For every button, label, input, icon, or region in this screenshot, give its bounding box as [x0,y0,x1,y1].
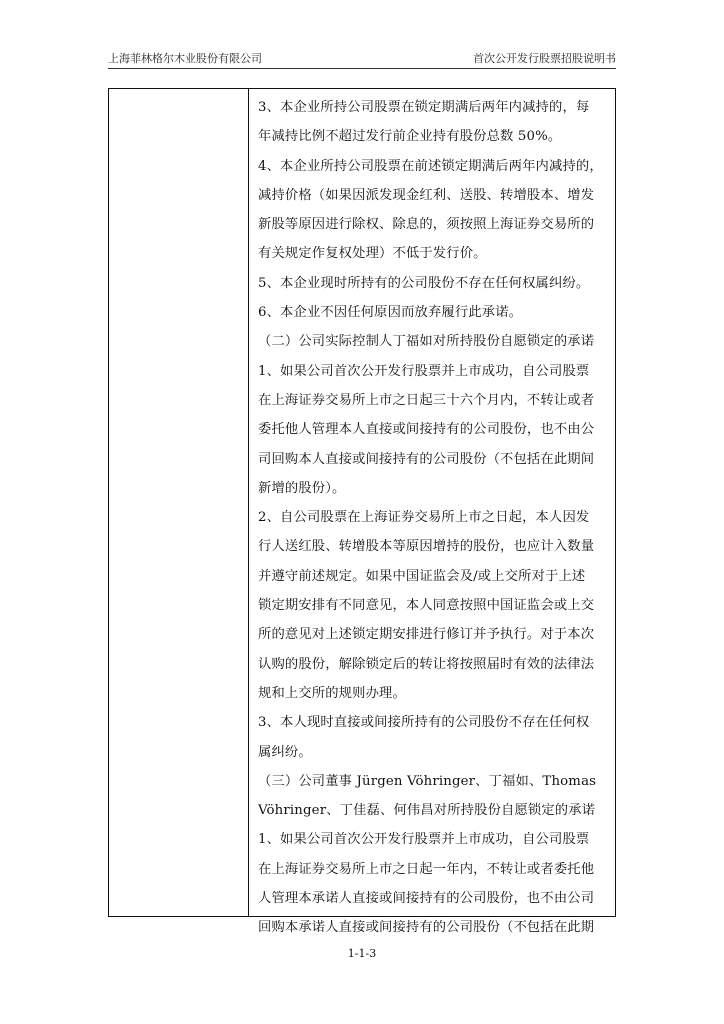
text-line: 新增的股份）。 [258,480,346,496]
page-header [108,50,616,66]
text-line: 认购的股份，解除锁定后的转让将按照届时有效的法律法 [258,656,595,672]
text-line: （二）公司实际控制人丁福如对所持股份自愿锁定的承诺 [258,334,595,350]
text-line: 年减持比例不超过发行前企业持有股份总数 50%。 [258,129,562,145]
text-line: 在上海证券交易所上市之日起一年内，不转让或者委托他 [258,861,595,877]
document-title: 首次公开发行股票招股说明书 [473,52,616,65]
text-line: 司回购本人直接或间接持有的公司股份（不包括在此期间 [258,451,595,467]
text-line: 4、本企业所持公司股票在前述锁定期满后两年内减持的， [258,158,603,174]
text-line: 1、如果公司首次公开发行股票并上市成功，自公司股票 [258,832,590,848]
commitment-text [258,93,612,943]
text-line: 委托他人管理本人直接或间接持有的公司股份，也不由公 [258,422,595,438]
text-line: 1、如果公司首次公开发行股票并上市成功，自公司股票 [258,363,590,379]
text-line: 行人送红股、转增股本等原因增持的股份，也应计入数量 [258,539,595,555]
commitment-table [108,88,616,936]
text-line: 回购本承诺人直接或间接持有的公司股份（不包括在此期 [258,920,595,936]
text-line: 并遵守前述规定。如果中国证监会及/或上交所对于上述 [258,568,586,584]
text-line: 减持价格（如果因派发现金红利、送股、转增股本、增发 [258,187,595,203]
header-rule [108,68,616,69]
text-line: 6、本企业不因任何原因而放弃履行此承诺。 [258,305,523,321]
column-divider [248,89,249,916]
page-number: 1-1-3 [347,947,377,960]
text-line: 人管理本承诺人直接或间接持有的公司股份，也不由公司 [258,891,595,907]
text-line: 5、本企业现时所持有的公司股份不存在任何权属纠纷。 [258,275,590,291]
company-name: 上海菲林格尔木业股份有限公司 [108,52,262,65]
text-line: 所的意见对上述锁定期安排进行修订并予执行。对于本次 [258,627,595,643]
text-line: 有关规定作复权处理）不低于发行价。 [258,246,487,262]
text-line: 属纠纷。 [258,744,312,760]
text-line: Vöhringer、丁佳磊、何伟昌对所持股份自愿锁定的承诺 [258,803,596,819]
text-line: 3、本企业所持公司股票在锁定期满后两年内减持的，每 [258,100,590,115]
text-line: 2、自公司股票在上海证券交易所上市之日起，本人因发 [258,510,590,526]
text-line: （三）公司董事 Jürgen Vöhringer、丁福如、Thomas [258,773,597,789]
text-line: 3、本人现时直接或间接所持有的公司股份不存在任何权 [258,715,590,731]
text-line: 新股等原因进行除权、除息的，须按照上海证券交易所的 [258,217,595,233]
text-line: 在上海证券交易所上市之日起三十六个月内，不转让或者 [258,392,595,408]
text-line: 规和上交所的规则办理。 [258,685,406,701]
text-line: 锁定期安排有不同意见，本人同意按照中国证监会或上交 [258,598,595,614]
